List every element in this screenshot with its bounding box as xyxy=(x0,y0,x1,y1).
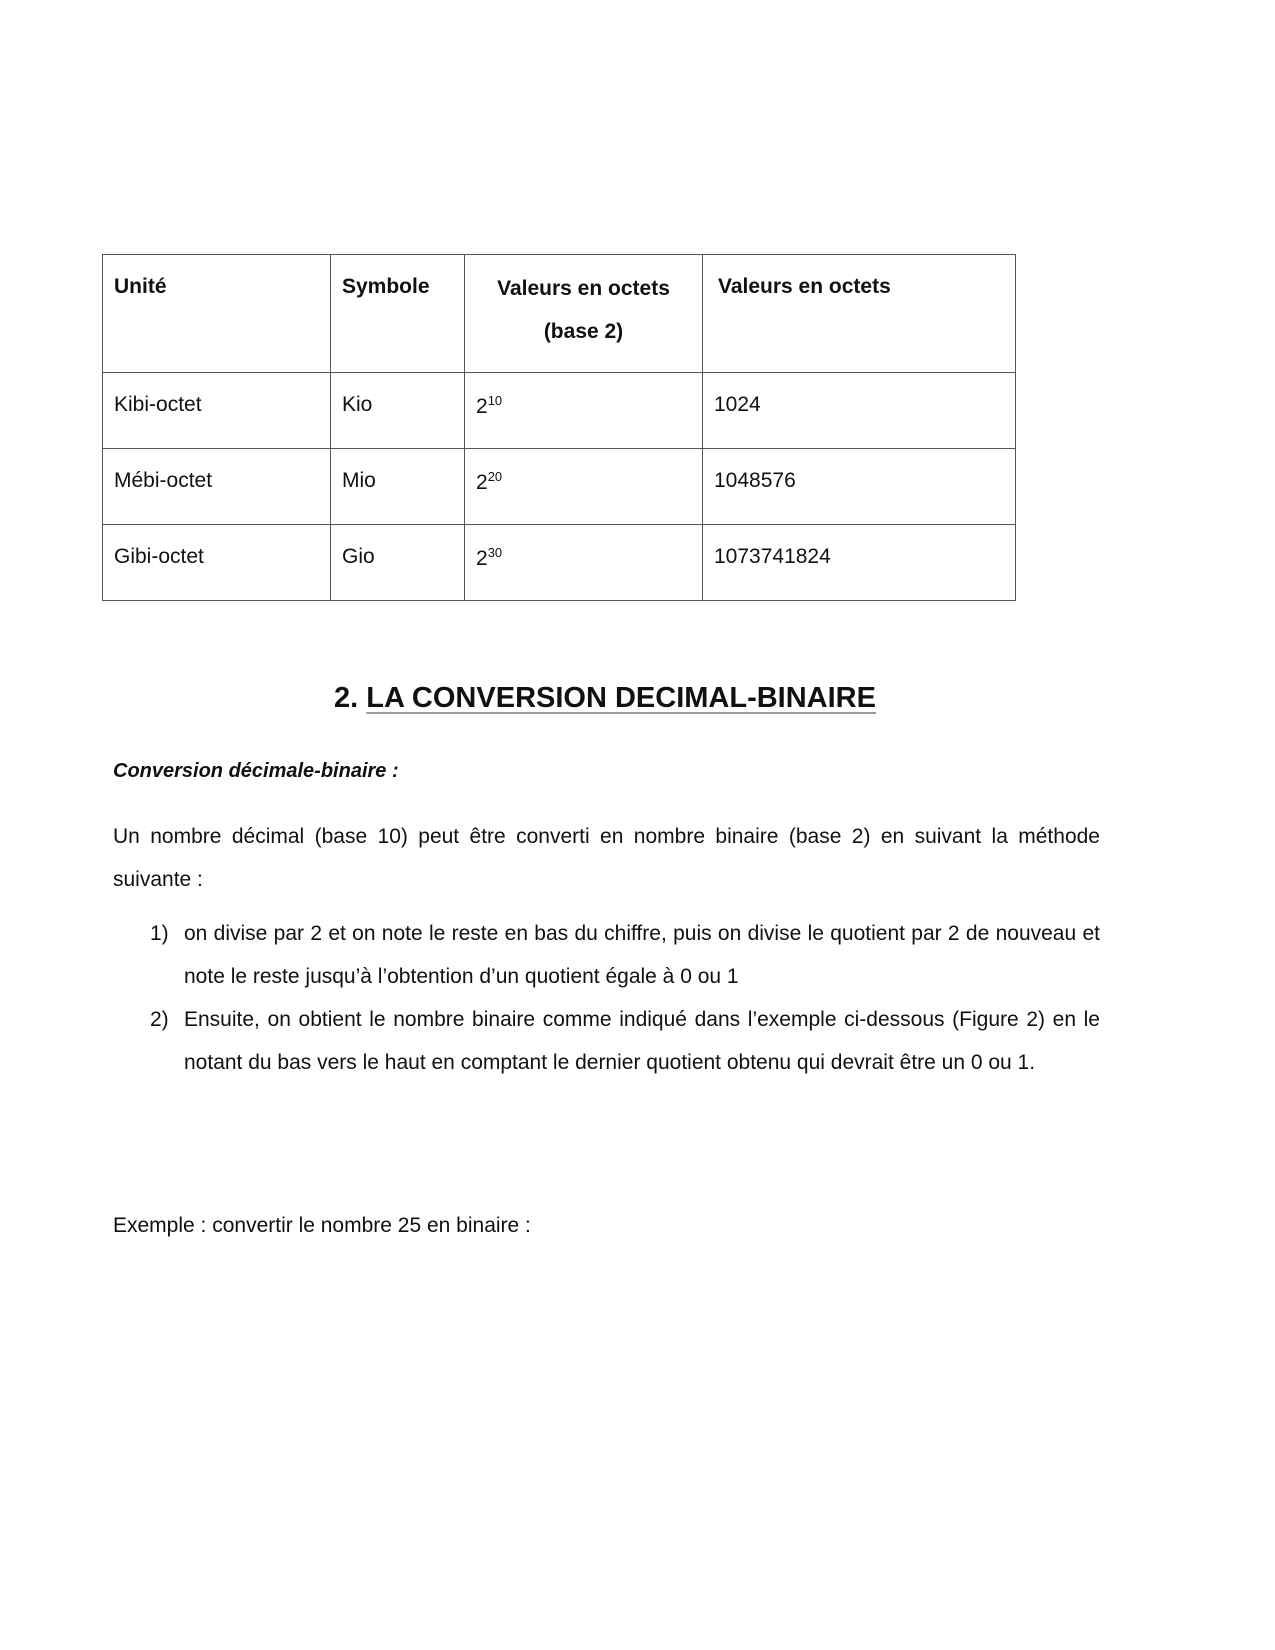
cell-power xyxy=(465,373,703,449)
cell-symbol: Gio xyxy=(331,525,465,601)
cell-unit: Kibi-octet xyxy=(103,373,331,449)
power-base: 2 xyxy=(476,395,488,418)
cell-symbol: Mio xyxy=(331,449,465,525)
header-symbol: Symbole xyxy=(331,255,465,373)
table-row xyxy=(103,373,1016,449)
header-base2-line2: (base 2) xyxy=(543,320,624,343)
list-text: on divise par 2 et on note le reste en bas du chiffre, puis on divise le quotient par 2 de nouveau et note le reste jusqu’à l’obtention d’un quotient égale à 0 ou 1 xyxy=(184,922,1100,988)
power-exponent: 20 xyxy=(487,469,503,484)
example-text: Exemple : convertir le nombre 25 en binaire : xyxy=(113,1214,531,1237)
power-exponent: 30 xyxy=(487,545,503,560)
intro-paragraph: Un nombre décimal (base 10) peut être converti en nombre binaire (base 2) en suivant la méthode suivante : xyxy=(113,825,1100,891)
header-base2-line1: Valeurs en octets xyxy=(497,277,670,300)
units-table xyxy=(102,254,1016,601)
section-number: 2. xyxy=(334,682,359,714)
list-item xyxy=(150,998,1100,1084)
list-number: 1) xyxy=(150,922,169,945)
cell-value: 1048576 xyxy=(703,449,1016,525)
header-unit: Unité xyxy=(103,255,331,373)
cell-unit: Gibi-octet xyxy=(103,525,331,601)
table-row xyxy=(103,525,1016,601)
header-value: Valeurs en octets xyxy=(703,255,1016,373)
steps-list xyxy=(150,912,1100,1084)
cell-unit: Mébi-octet xyxy=(103,449,331,525)
power-base: 2 xyxy=(476,471,488,494)
header-base2 xyxy=(465,255,703,373)
list-item xyxy=(150,912,1100,998)
table-header-row xyxy=(103,255,1016,373)
cell-power xyxy=(465,525,703,601)
list-text: Ensuite, on obtient le nombre binaire comme indiqué dans l’exemple ci-dessous (Figure 2) en le notant du bas vers le haut en comptant le dernier quotient obtenu qui devrait être un 0 ou 1. xyxy=(184,1008,1100,1074)
cell-value: 1073741824 xyxy=(703,525,1016,601)
cell-value: 1024 xyxy=(703,373,1016,449)
table-row xyxy=(103,449,1016,525)
section-heading xyxy=(0,682,1210,715)
subtitle: Conversion décimale-binaire : xyxy=(113,760,399,782)
power-base: 2 xyxy=(476,547,488,570)
power-exponent: 10 xyxy=(487,393,503,408)
section-title: LA CONVERSION DECIMAL-BINAIRE xyxy=(366,682,876,714)
cell-symbol: Kio xyxy=(331,373,465,449)
cell-power xyxy=(465,449,703,525)
list-number: 2) xyxy=(150,1008,169,1031)
